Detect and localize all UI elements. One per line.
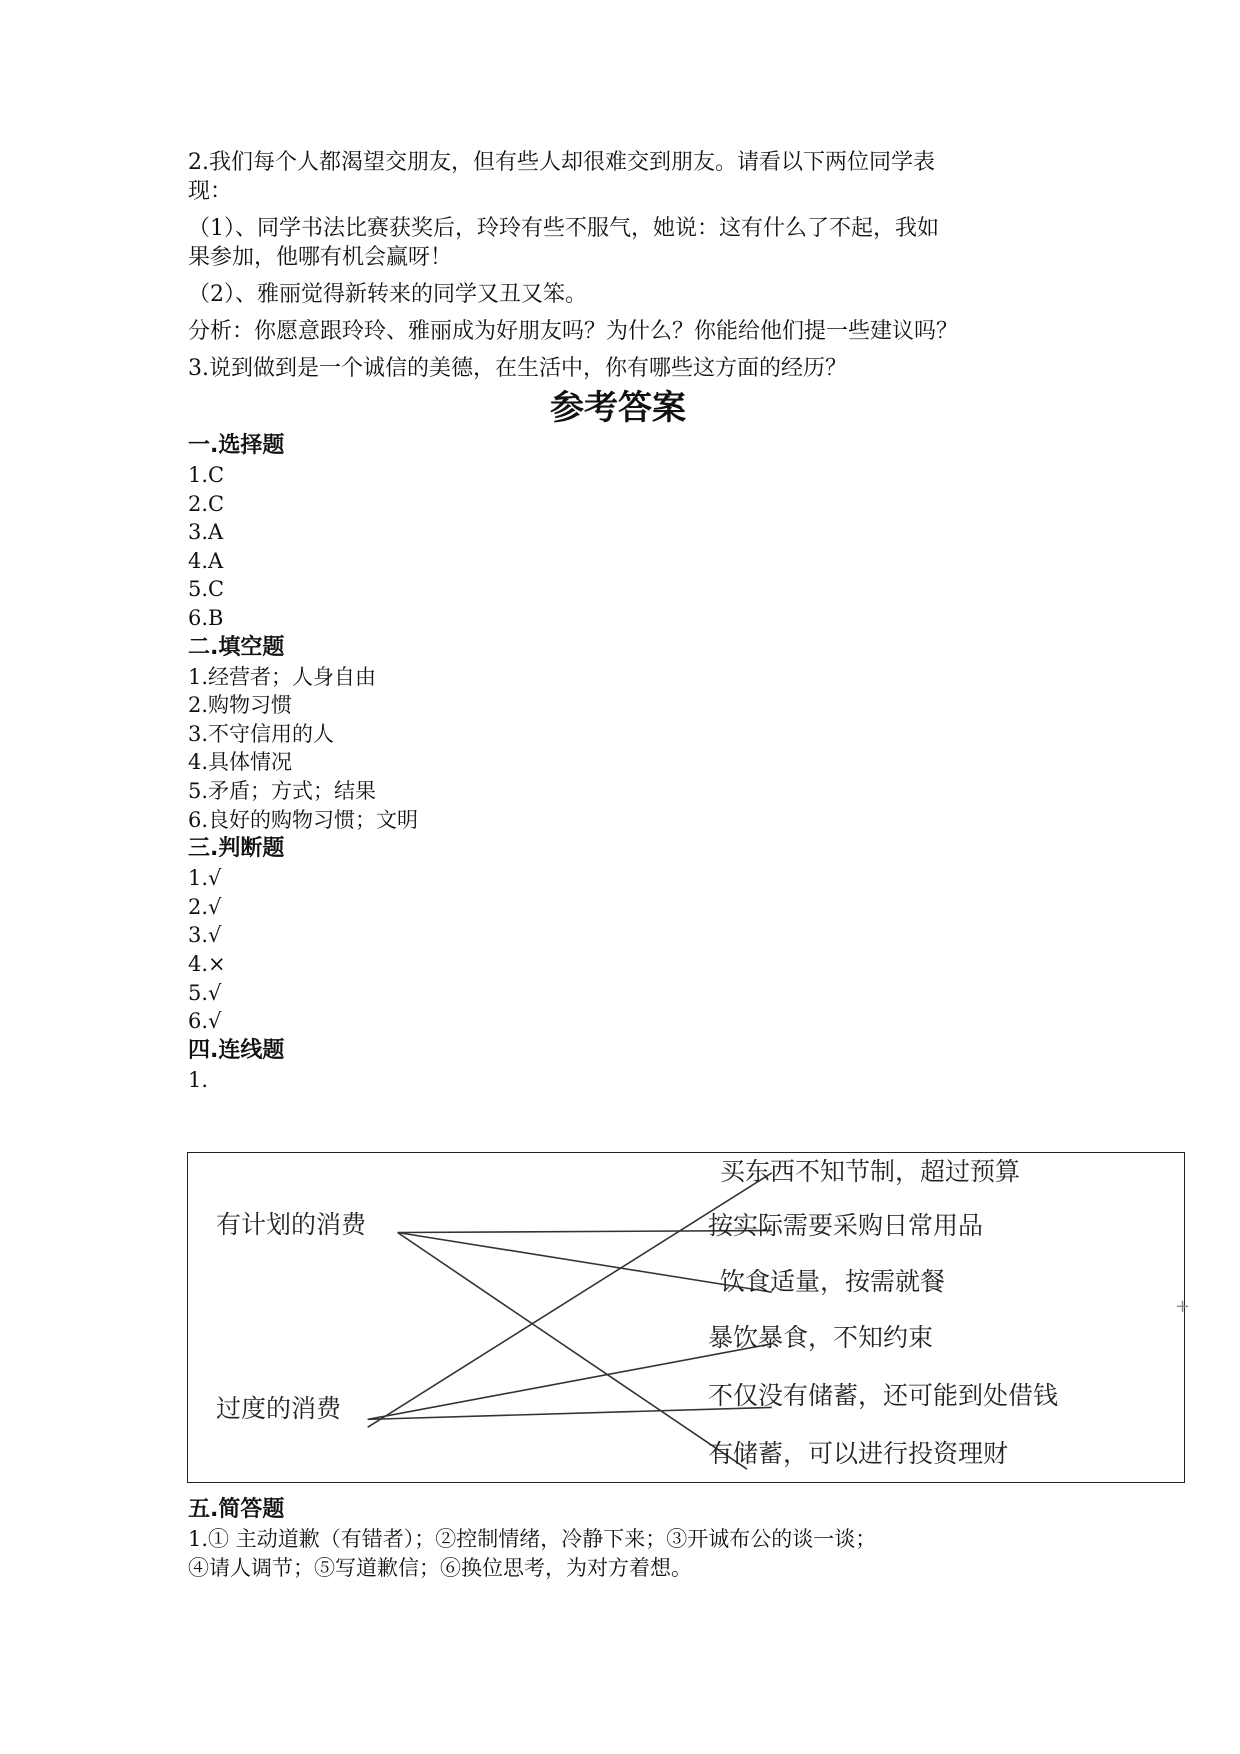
answer-item: 2.√ bbox=[188, 894, 222, 919]
answer-item: 6.√ bbox=[188, 1009, 222, 1034]
section-heading-match: 四.连线题 bbox=[188, 1037, 285, 1063]
right-label: 饮食适量，按需就餐 bbox=[720, 1267, 946, 1296]
case-1-line1: （1）、同学书法比赛获奖后，玲玲有些不服气，她说：这有什么了不起，我如 bbox=[188, 216, 939, 241]
answer-item: 1.C bbox=[188, 463, 225, 487]
answer-item: 4.具体情况 bbox=[188, 750, 293, 775]
answer-item: 5.矛盾；方式；结果 bbox=[188, 778, 377, 803]
matching-lines bbox=[188, 1153, 1184, 1482]
left-label-excessive: 过度的消费 bbox=[216, 1394, 342, 1423]
section-heading-choice: 一.选择题 bbox=[188, 433, 285, 458]
question-2-line2: 现： bbox=[188, 179, 233, 204]
right-label: 不仅没有储蓄，还可能到处借钱 bbox=[708, 1381, 1059, 1410]
match-line bbox=[398, 1233, 772, 1293]
answer-item: 1.√ bbox=[188, 866, 222, 891]
right-label: 买东西不知节制，超过预算 bbox=[720, 1157, 1021, 1186]
right-label: 暴饮暴食，不知约束 bbox=[708, 1323, 934, 1352]
short-answer-line1: 1.① 主动道歉（有错者）；②控制情绪，冷静下来；③开诚布公的谈一谈； bbox=[188, 1527, 877, 1551]
short-answer-line2: ④请人调节；⑤写道歉信；⑥换位思考，为对方着想。 bbox=[188, 1555, 692, 1580]
answer-item: 3.A bbox=[188, 520, 224, 545]
worksheet-page bbox=[188, 148, 1088, 1094]
answer-title: 参考答案 bbox=[550, 388, 686, 428]
right-label: 有储蓄，可以进行投资理财 bbox=[708, 1439, 1009, 1468]
answer-item: 4.A bbox=[188, 548, 224, 573]
section-heading-judge: 三.判断题 bbox=[188, 836, 285, 862]
answer-item: 3.√ bbox=[188, 923, 222, 948]
answer-item: 6.B bbox=[188, 605, 224, 630]
matching-diagram bbox=[187, 1152, 1185, 1483]
short-answer-section bbox=[188, 1495, 1088, 1582]
question-3: 3.说到做到是一个诚信的美德，在生活中，你有哪些这方面的经历？ bbox=[188, 356, 847, 381]
answer-item: 3.不守信用的人 bbox=[188, 721, 335, 746]
section-heading-fill: 二.填空题 bbox=[188, 634, 285, 660]
answer-item: 2.C bbox=[188, 491, 225, 516]
answer-item: 2.购物习惯 bbox=[188, 693, 293, 718]
answer-item: 5.C bbox=[188, 577, 225, 602]
section-heading-short: 五.简答题 bbox=[188, 1497, 285, 1522]
answer-item: 6.良好的购物习惯；文明 bbox=[188, 807, 419, 832]
right-label: 按实际需要采购日常用品 bbox=[708, 1211, 984, 1240]
edge-mark: + bbox=[1175, 1296, 1191, 1317]
case-1-line2: 果参加，他哪有机会赢呀！ bbox=[188, 245, 453, 270]
answer-item: 5.√ bbox=[188, 980, 222, 1005]
answer-item: 1. bbox=[188, 1067, 209, 1092]
left-label-planned: 有计划的消费 bbox=[216, 1210, 367, 1239]
analysis: 分析：你愿意跟玲玲、雅丽成为好朋友吗？为什么？你能给他们提一些建议吗？ bbox=[188, 319, 959, 344]
answer-item: 1.经营者；人身自由 bbox=[188, 664, 377, 689]
match-line bbox=[398, 1233, 747, 1470]
answer-item: 4.× bbox=[188, 951, 226, 976]
question-2-line1: 2.我们每个人都渴望交朋友，但有些人却很难交到朋友。请看以下两位同学表 bbox=[188, 150, 935, 175]
case-2: （2）、雅丽觉得新转来的同学又丑又笨。 bbox=[188, 282, 587, 307]
